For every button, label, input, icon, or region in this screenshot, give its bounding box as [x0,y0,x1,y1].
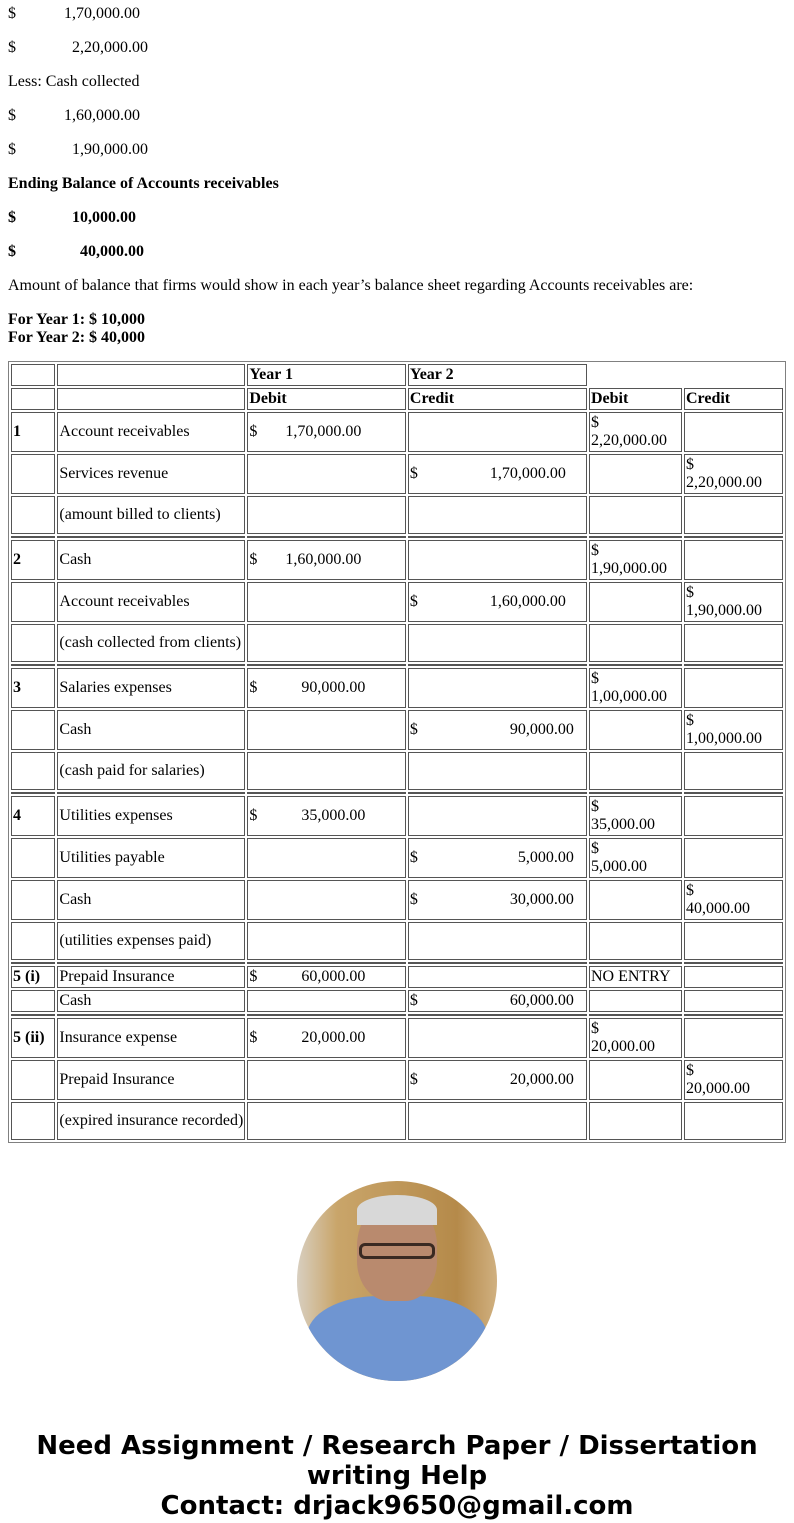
year2-credit [684,922,783,960]
year1-credit [408,966,587,988]
year2-debit: $ 20,000.00 [589,1018,682,1058]
author-photo [297,1181,497,1381]
year1-credit: $ 1,70,000.00 [408,454,587,494]
year1-credit [408,624,587,662]
year2-credit [684,990,783,1012]
year2-credit: $ 1,00,000.00 [684,710,783,750]
year2-debit: NO ENTRY [589,966,682,988]
year2-credit: $ 40,000.00 [684,880,783,920]
ending-heading: Ending Balance of Accounts receivables [8,175,279,192]
year1-credit [408,1018,587,1058]
year1-credit [408,1102,587,1140]
entry-number: 5 (i) [11,966,55,988]
account-name: Salaries expenses [57,668,245,708]
header-cell: Credit [684,388,783,410]
year1-credit [408,668,587,708]
account-name: Insurance expense [57,1018,245,1058]
intro-less: Less: Cash collected [8,73,140,90]
summary-text: Amount of balance that firms would show in each year’s balance sheet regarding Accounts receivables are: [8,277,694,294]
year1-debit: $ 1,60,000.00 [247,540,406,580]
journal-table [8,361,786,1143]
year2-credit [684,1018,783,1058]
year2-debit [589,752,682,790]
year2-debit: $ 35,000.00 [589,796,682,836]
year1-credit: $ 90,000.00 [408,710,587,750]
separator-row [11,1014,783,1016]
entry-number: 3 [11,668,55,708]
year1-debit [247,838,406,878]
ending-year1: $ 10,000.00 [8,209,136,226]
year1-debit [247,1060,406,1100]
year2-debit [589,496,682,534]
footer-banner [8,1431,786,1521]
year2-debit [589,710,682,750]
journal-row [11,710,783,750]
header-cell: Debit [589,388,682,410]
header-row-debit-credit [11,388,783,410]
account-name: (cash collected from clients) [57,624,245,662]
entry-number [11,710,55,750]
account-name: (expired insurance recorded) [57,1102,245,1140]
header-cell [11,364,55,386]
year2-credit: $ 20,000.00 [684,1060,783,1100]
footer-contact: Contact: drjack9650@gmail.com [160,1491,634,1521]
account-name: Prepaid Insurance [57,1060,245,1100]
journal-row [11,1018,783,1058]
year1-credit: $ 20,000.00 [408,1060,587,1100]
year2-credit [684,412,783,452]
account-name: Cash [57,540,245,580]
entry-number: 2 [11,540,55,580]
entry-number [11,838,55,878]
entry-number: 4 [11,796,55,836]
year1-debit: $ 35,000.00 [247,796,406,836]
year1-debit [247,922,406,960]
intro-line: $ 1,90,000.00 [8,141,148,158]
account-name: Account receivables [57,582,245,622]
year1-debit [247,1102,406,1140]
intro-line: $ 1,60,000.00 [8,107,140,124]
year2-credit [684,668,783,708]
year1-credit: $ 5,000.00 [408,838,587,878]
year1-debit [247,496,406,534]
year2-debit [589,454,682,494]
entry-number [11,990,55,1012]
account-name: Account receivables [57,412,245,452]
year1-credit [408,496,587,534]
year1-debit [247,880,406,920]
journal-row [11,1102,783,1140]
journal-row [11,796,783,836]
year1-credit [408,922,587,960]
separator-row [11,962,783,964]
account-name: Prepaid Insurance [57,966,245,988]
entry-number [11,1102,55,1140]
header-cell [11,388,55,410]
intro-line: $ 1,70,000.00 [8,5,140,22]
year2-credit [684,496,783,534]
journal-row [11,838,783,878]
journal-row [11,540,783,580]
journal-row [11,922,783,960]
year1-debit [247,710,406,750]
year1-debit: $ 90,000.00 [247,668,406,708]
separator-row [11,664,783,666]
year1-debit [247,582,406,622]
account-name: Cash [57,710,245,750]
year2-debit [589,990,682,1012]
account-name: Cash [57,880,245,920]
ending-year2: $ 40,000.00 [8,243,144,260]
journal-row [11,496,783,534]
account-name: (cash paid for salaries) [57,752,245,790]
journal-row [11,582,783,622]
account-name: (utilities expenses paid) [57,922,245,960]
journal-row [11,752,783,790]
account-name: Services revenue [57,454,245,494]
year1-balance: For Year 1: $ 10,000 [8,311,146,328]
year1-credit [408,796,587,836]
year2-credit: $ 2,20,000.00 [684,454,783,494]
header-cell: Debit [247,388,406,410]
account-name: Utilities payable [57,838,245,878]
entry-number [11,624,55,662]
year2-credit [684,752,783,790]
year1-debit: $ 20,000.00 [247,1018,406,1058]
separator-row [11,792,783,794]
journal-row [11,1060,783,1100]
header-cell: Credit [408,388,587,410]
year2-debit [589,624,682,662]
year1-debit: $ 60,000.00 [247,966,406,988]
year1-credit: $ 60,000.00 [408,990,587,1012]
year2-credit [684,1102,783,1140]
journal-row [11,624,783,662]
entry-number [11,1060,55,1100]
year2-debit [589,1060,682,1100]
account-name: Cash [57,990,245,1012]
year2-debit [589,880,682,920]
year1-debit [247,752,406,790]
year2-credit [684,540,783,580]
footer-help-text: Need Assignment / Research Paper / Dissertation writing Help [36,1431,758,1491]
year2-debit [589,1102,682,1140]
year1-debit [247,624,406,662]
entry-number [11,752,55,790]
header-cell: Year 1 [247,364,406,386]
year2-balance: For Year 2: $ 40,000 [8,329,146,346]
year2-debit [589,922,682,960]
header-cell [57,388,245,410]
entry-number [11,496,55,534]
year2-debit: $ 1,90,000.00 [589,540,682,580]
journal-row [11,966,783,988]
entry-number [11,454,55,494]
year2-credit [684,796,783,836]
year2-credit: $ 1,90,000.00 [684,582,783,622]
year2-debit: $ 1,00,000.00 [589,668,682,708]
year1-credit [408,752,587,790]
year1-credit: $ 30,000.00 [408,880,587,920]
year2-debit [589,582,682,622]
journal-row [11,880,783,920]
year2-debit: $ 2,20,000.00 [589,412,682,452]
year2-credit [684,966,783,988]
journal-row [11,990,783,1012]
year2-credit [684,624,783,662]
entry-number [11,582,55,622]
journal-row [11,412,783,452]
entry-number: 5 (ii) [11,1018,55,1058]
intro-line: $ 2,20,000.00 [8,39,148,56]
year1-debit [247,990,406,1012]
account-name: (amount billed to clients) [57,496,245,534]
year2-debit: $ 5,000.00 [589,838,682,878]
entry-number: 1 [11,412,55,452]
header-cell: Year 2 [408,364,587,386]
entry-number [11,922,55,960]
year1-debit: $ 1,70,000.00 [247,412,406,452]
year1-credit [408,540,587,580]
header-cell [57,364,245,386]
year2-credit [684,838,783,878]
header-row-years [11,364,783,386]
year1-credit [408,412,587,452]
year1-debit [247,454,406,494]
entry-number [11,880,55,920]
journal-row [11,668,783,708]
account-name: Utilities expenses [57,796,245,836]
journal-row [11,454,783,494]
year1-credit: $ 1,60,000.00 [408,582,587,622]
separator-row [11,536,783,538]
